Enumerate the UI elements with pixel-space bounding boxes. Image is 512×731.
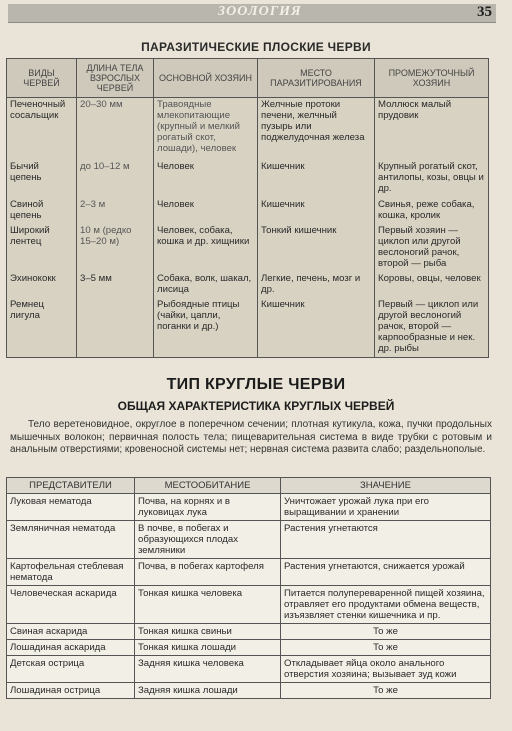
table-row xyxy=(7,640,491,656)
table-cell: Широкий лентец xyxy=(7,224,77,272)
table-cell: Лошадиная острица xyxy=(7,683,135,699)
table-cell: Питается полупереваренной пищей хозяина, отравляет его продуктами обмена веществ, изъязвляет стенки кишечника и пр. xyxy=(281,586,491,624)
table-cell: Растения угнетаются xyxy=(281,521,491,559)
table-cell: Тонкая кишка человека xyxy=(135,586,281,624)
flatworms-table xyxy=(6,58,489,358)
column-header: ДЛИНА ТЕЛА ВЗРОСЛЫХ ЧЕРВЕЙ xyxy=(77,59,154,98)
table-cell: Тонкая кишка лошади xyxy=(135,640,281,656)
section-heading: ТИП КРУГЛЫЕ ЧЕРВИ xyxy=(166,376,346,393)
table-cell: Человек xyxy=(154,198,258,224)
table-cell: Почва, в побегах картофеля xyxy=(135,559,281,586)
table-cell: Свиная аскарида xyxy=(7,624,135,640)
table-cell: Первый — циклоп или другой веслоногий рачок, второй — карпообразные и нек. др. рыбы xyxy=(375,298,489,358)
table-cell: Почва, на корнях и в луковицах лука xyxy=(135,494,281,521)
table-cell: Легкие, печень, мозг и др. xyxy=(258,272,375,298)
table-row xyxy=(7,586,491,624)
table-row xyxy=(7,521,491,559)
table-cell: Задняя кишка человека xyxy=(135,656,281,683)
table-row xyxy=(7,683,491,699)
roundworms-table xyxy=(6,477,491,699)
column-header: МЕСТО ПАРАЗИТИРОВАНИЯ xyxy=(258,59,375,98)
table-row xyxy=(7,624,491,640)
table-cell: Кишечник xyxy=(258,298,375,358)
table-row xyxy=(7,160,489,198)
table-row xyxy=(7,98,489,160)
table-cell: Откладывает яйца около анального отверстия хозяина; вызывает зуд кожи xyxy=(281,656,491,683)
table-cell: Тонкая кишка свиньи xyxy=(135,624,281,640)
table-cell: Моллюск малый прудовик xyxy=(375,98,489,160)
table-cell: В почве, в побегах и образующихся плодах земляники xyxy=(135,521,281,559)
table-header-row xyxy=(7,59,489,98)
table-cell: Уничтожает урожай лука при его выращивании и хранении xyxy=(281,494,491,521)
table-cell: Растения угнетаются, снижается урожай xyxy=(281,559,491,586)
column-header: ПРОМЕЖУТОЧНЫЙ ХОЗЯИН xyxy=(375,59,489,98)
column-header: ВИДЫ ЧЕРВЕЙ xyxy=(7,59,77,98)
section-subheading: ОБЩАЯ ХАРАКТЕРИСТИКА КРУГЛЫХ ЧЕРВЕЙ xyxy=(117,399,395,413)
table-cell: 2–3 м xyxy=(77,198,154,224)
table-cell: То же xyxy=(281,683,491,699)
table-cell: до 10–12 м xyxy=(77,160,154,198)
table-cell: Человек, собака, кошка и др. хищники xyxy=(154,224,258,272)
table-cell: Травоядные млекопитающие (крупный и мелкий рогатый скот, лошади), человек xyxy=(154,98,258,160)
table-cell: Человек xyxy=(154,160,258,198)
table-cell: Крупный рогатый скот, антилопы, козы, овцы и др. xyxy=(375,160,489,198)
table-cell: Эхинококк xyxy=(7,272,77,298)
table-cell: Свинья, реже собака, кошка, кролик xyxy=(375,198,489,224)
table-row xyxy=(7,298,489,358)
table-cell: Ремнец лигула xyxy=(7,298,77,358)
table-cell: Бычий цепень xyxy=(7,160,77,198)
table-row xyxy=(7,494,491,521)
table-row xyxy=(7,224,489,272)
table-row xyxy=(7,559,491,586)
table-cell: Собака, волк, шакал, лисица xyxy=(154,272,258,298)
column-header: ОСНОВНОЙ ХОЗЯИН xyxy=(154,59,258,98)
table-cell: Кишечник xyxy=(258,198,375,224)
table-cell: То же xyxy=(281,640,491,656)
table-cell: Земляничная нематода xyxy=(7,521,135,559)
table-row xyxy=(7,656,491,683)
table-cell: Рыбоядные птицы (чайки, цапли, поганки и др.) xyxy=(154,298,258,358)
table-row xyxy=(7,198,489,224)
table-cell: Картофельная стеблевая нематода xyxy=(7,559,135,586)
table-cell: Человеческая аскарида xyxy=(7,586,135,624)
table-cell: 3–5 мм xyxy=(77,272,154,298)
table-cell: Тонкий кишечник xyxy=(258,224,375,272)
column-header: ЗНАЧЕНИЕ xyxy=(281,478,491,494)
table-cell: Луковая нематода xyxy=(7,494,135,521)
column-header: ПРЕДСТАВИТЕЛИ xyxy=(7,478,135,494)
table-cell xyxy=(77,298,154,358)
table-cell: Первый хозяин — циклоп или другой веслоногий рачок, второй — рыба xyxy=(375,224,489,272)
page-header xyxy=(8,4,496,23)
table-cell: Желчные протоки печени, желчный пузырь или поджелудочная железа xyxy=(258,98,375,160)
page-number: 35 xyxy=(477,4,492,20)
table-cell: Лошадиная аскарида xyxy=(7,640,135,656)
table1-title: ПАРАЗИТИЧЕСКИЕ ПЛОСКИЕ ЧЕРВИ xyxy=(141,40,371,54)
table-cell: Кишечник xyxy=(258,160,375,198)
table-cell: Свиной цепень xyxy=(7,198,77,224)
table-cell: Печеночный сосальщик xyxy=(7,98,77,160)
table-cell: 20–30 мм xyxy=(77,98,154,160)
table-header-row xyxy=(7,478,491,494)
table-row xyxy=(7,272,489,298)
table-cell: Коровы, овцы, человек xyxy=(375,272,489,298)
column-header: МЕСТООБИТАНИЕ xyxy=(135,478,281,494)
subject-title: ЗООЛОГИЯ xyxy=(218,4,302,19)
table-cell: 10 м (редко 15–20 м) xyxy=(77,224,154,272)
table-cell: Детская острица xyxy=(7,656,135,683)
table-cell: То же xyxy=(281,624,491,640)
characteristics-paragraph: Тело веретеновидное, округлое в поперечном сечении; плотная кутикула, кожа, пучки продольных мышечных волокон; первичная полость тела; пищеварительная система в виде трубки с ротовым и анальным отверстиями; кровеносной системы нет; нервная система развита слабо; раздельнополые. xyxy=(10,419,492,455)
table-cell: Задняя кишка лошади xyxy=(135,683,281,699)
